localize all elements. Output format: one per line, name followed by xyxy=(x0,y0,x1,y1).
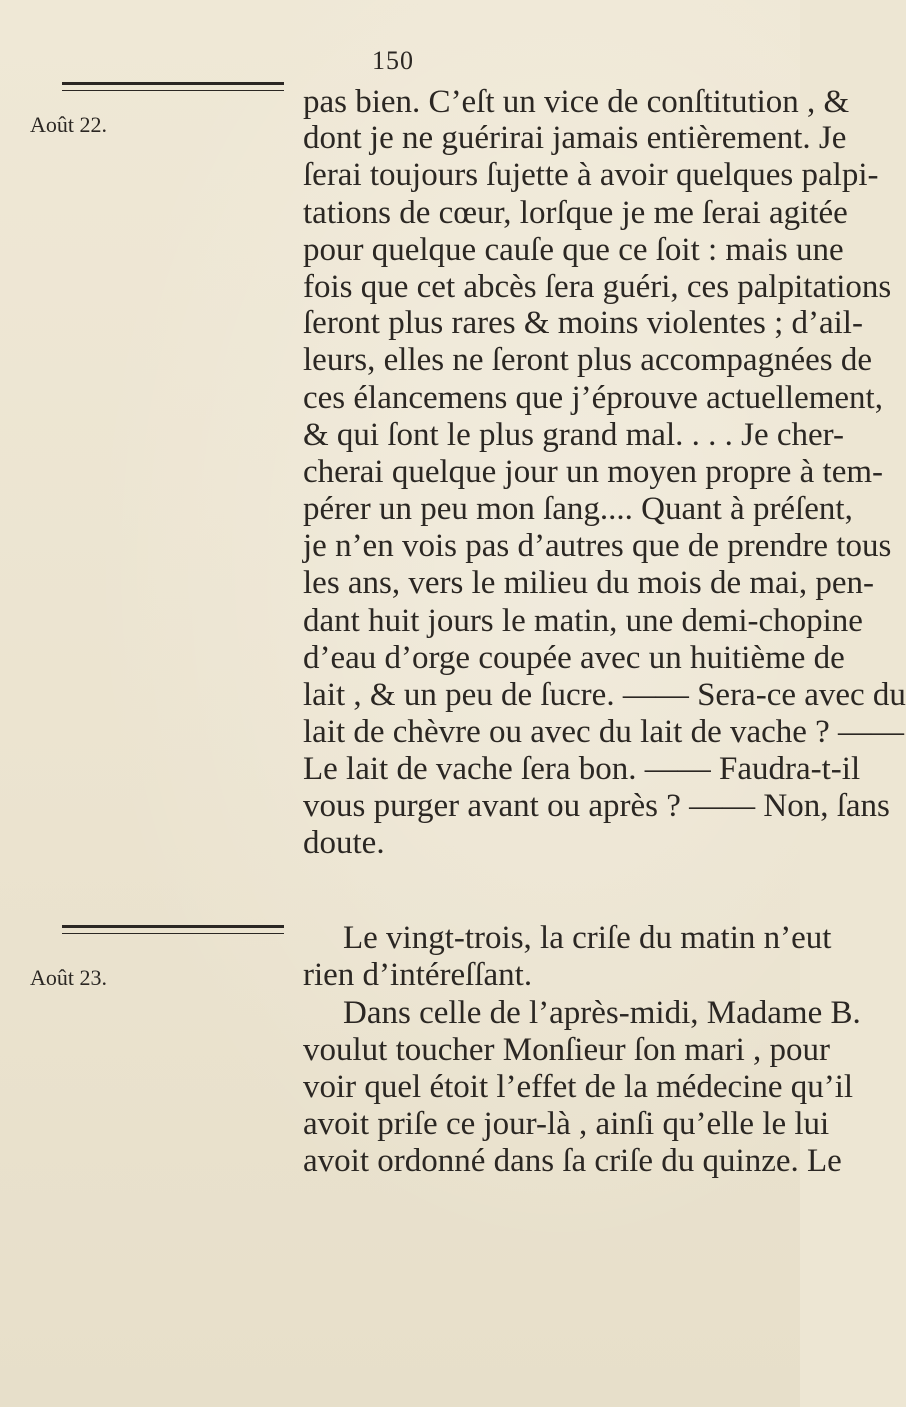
margin-note-date: Août 23. xyxy=(30,965,107,990)
text-line: tations de cœur, lorſque je me ſerai agitée xyxy=(303,195,848,231)
text-line: fois que cet abcès ſera guéri, ces palpitations xyxy=(303,269,892,305)
text-line: je n’en vois pas d’autres que de prendre tous xyxy=(303,528,892,564)
margin-note-date: Août 22. xyxy=(30,112,107,137)
text-line: voir quel étoit l’effet de la médecine qu’il xyxy=(303,1069,854,1105)
text-line: d’eau d’orge coupée avec un huitième de xyxy=(303,640,845,676)
text-line: Le lait de vache ſera bon. —— Faudra-t-il xyxy=(303,751,861,787)
text-line: ſeront plus rares & moins violentes ; d’ail- xyxy=(303,305,863,341)
text-line: pas bien. C’eſt un vice de conſtitution , & xyxy=(303,84,850,120)
section-rule xyxy=(62,82,284,91)
page-number: 150 xyxy=(372,46,414,75)
text-line: leurs, elles ne ſeront plus accompagnées de xyxy=(303,342,873,378)
text-line: pour quelque cauſe que ce ſoit : mais une xyxy=(303,232,844,268)
text-line: Dans celle de l’après-midi, Madame B. xyxy=(343,995,861,1031)
text-line: les ans, vers le milieu du mois de mai, pen- xyxy=(303,565,874,601)
text-line: avoit ordonné dans ſa criſe du quinze. Le xyxy=(303,1143,842,1179)
text-line: vous purger avant ou après ? —— Non, ſans xyxy=(303,788,890,824)
section-rule xyxy=(62,925,284,934)
text-line: avoit priſe ce jour-là , ainſi qu’elle le lui xyxy=(303,1106,830,1142)
text-line: dont je ne guérirai jamais entièrement. Je xyxy=(303,120,847,156)
text-line: doute. xyxy=(303,825,385,861)
text-line: lait , & un peu de ſucre. —— Sera-ce avec du xyxy=(303,677,906,713)
text-line: dant huit jours le matin, une demi-chopine xyxy=(303,603,863,639)
text-line: lait de chèvre ou avec du lait de vache ? —— xyxy=(303,714,905,750)
text-line: rien d’intéreſſant. xyxy=(303,957,533,993)
text-line: voulut toucher Monſieur ſon mari , pour xyxy=(303,1032,830,1068)
text-line: cherai quelque jour un moyen propre à tem- xyxy=(303,454,884,490)
text-line: pérer un peu mon ſang.... Quant à préſent, xyxy=(303,491,853,527)
text-line: & qui ſont le plus grand mal. . . . Je cher- xyxy=(303,417,844,453)
text-line: ſerai toujours ſujette à avoir quelques palpi- xyxy=(303,157,879,193)
text-line: ces élancemens que j’éprouve actuellement, xyxy=(303,380,883,416)
text-line: Le vingt-trois, la criſe du matin n’eut xyxy=(343,920,832,956)
